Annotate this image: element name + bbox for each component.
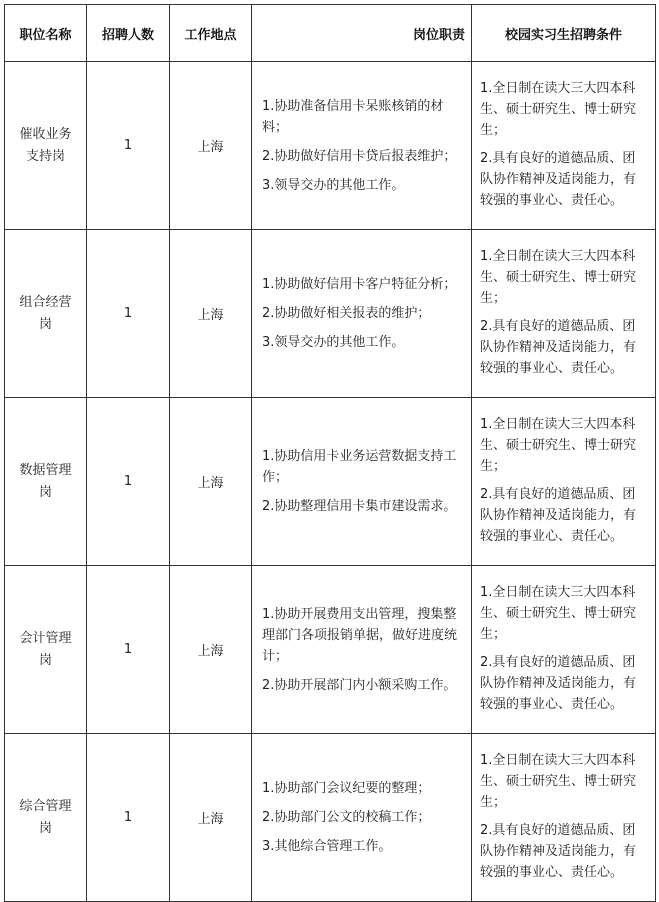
duty-item: 1.协助部门会议纪要的整理；: [262, 781, 431, 796]
headcount-cell: 1: [87, 734, 170, 902]
table-row: [5, 230, 656, 398]
duty-item: 1.协助信用卡业务运营数据支持工作；: [262, 449, 457, 485]
duties-cell: [252, 230, 472, 398]
table-row: [5, 398, 656, 566]
requirement-item: 2.具有良好的道德品质、团队协作精神及适岗能力，有较强的事业心、责任心。: [480, 823, 637, 880]
duties-cell: [252, 734, 472, 902]
table-row: [5, 566, 656, 734]
requirement-item: 1.全日制在读大三大四本科生、硕士研究生、博士研究生；: [480, 249, 637, 306]
position-name: 综合管理岗: [19, 798, 72, 836]
duties-cell: [252, 566, 472, 734]
headcount-cell: 1: [87, 62, 170, 230]
duty-item: 1.协助准备信用卡呆账核销的材料；: [262, 98, 444, 135]
headcount-cell: 1: [87, 566, 170, 734]
requirements-cell: [472, 62, 656, 230]
duty-item: 1.协助做好信用卡客户特征分析；: [262, 277, 457, 292]
requirement-item: 2.具有良好的道德品质、团队协作精神及适岗能力，有较强的事业心、责任心。: [480, 151, 637, 208]
table-body: [5, 62, 656, 902]
duties-cell: [252, 62, 472, 230]
location-cell: 上海: [170, 230, 252, 398]
requirements-cell: [472, 230, 656, 398]
duties-cell: [252, 398, 472, 566]
duty-item: 3.领导交办的其他工作。: [262, 335, 405, 350]
duty-item: 2.协助整理信用卡集市建设需求。: [262, 499, 457, 514]
recruitment-table: [4, 4, 656, 902]
headcount-cell: 1: [87, 398, 170, 566]
requirements-cell: [472, 398, 656, 566]
position-name-cell: [5, 734, 87, 902]
header-duties: 岗位职责: [252, 5, 472, 62]
requirement-item: 2.具有良好的道德品质、团队协作精神及适岗能力，有较强的事业心、责任心。: [480, 319, 637, 376]
headcount-cell: 1: [87, 230, 170, 398]
header-headcount: 招聘人数: [87, 5, 170, 62]
position-name: 催收业务支持岗: [19, 126, 72, 164]
duty-item: 2.协助部门公文的校稿工作；: [262, 810, 431, 825]
duty-item: 2.协助开展部门内小额采购工作。: [262, 677, 457, 693]
requirement-item: 2.具有良好的道德品质、团队协作精神及适岗能力，有较强的事业心、责任心。: [480, 487, 637, 544]
table-row: [5, 734, 656, 902]
position-name-cell: [5, 566, 87, 734]
requirement-item: 1.全日制在读大三大四本科生、硕士研究生、博士研究生；: [480, 417, 637, 474]
location-cell: 上海: [170, 566, 252, 734]
duty-item: 3.其他综合管理工作。: [262, 839, 392, 854]
header-requirements: 校园实习生招聘条件: [472, 5, 656, 62]
position-name-cell: [5, 230, 87, 398]
requirements-cell: [472, 734, 656, 902]
location-cell: 上海: [170, 62, 252, 230]
requirement-item: 1.全日制在读大三大四本科生、硕士研究生、博士研究生；: [480, 585, 637, 642]
requirement-item: 2.具有良好的道德品质、团队协作精神及适岗能力，有较强的事业心、责任心。: [480, 655, 637, 712]
duty-item: 2.协助做好相关报表的维护；: [262, 306, 431, 321]
duty-item: 3.领导交办的其他工作。: [262, 177, 405, 193]
position-name-cell: [5, 62, 87, 230]
location-cell: 上海: [170, 734, 252, 902]
location-cell: 上海: [170, 398, 252, 566]
requirements-cell: [472, 566, 656, 734]
requirement-item: 1.全日制在读大三大四本科生、硕士研究生、博士研究生；: [480, 81, 637, 138]
position-name: 组合经营岗: [19, 294, 72, 332]
header-row: [5, 5, 656, 62]
duty-item: 2.协助做好信用卡贷后报表维护；: [262, 148, 457, 164]
position-name: 数据管理岗: [19, 462, 72, 500]
table-row: [5, 62, 656, 230]
requirement-item: 1.全日制在读大三大四本科生、硕士研究生、博士研究生；: [480, 753, 637, 810]
header-location: 工作地点: [170, 5, 252, 62]
header-position-name: 职位名称: [5, 5, 87, 62]
position-name-cell: [5, 398, 87, 566]
duty-item: 1.协助开展费用支出管理，搜集整理部门各项报销单据，做好进度统计；: [262, 606, 458, 664]
position-name: 会计管理岗: [19, 630, 72, 668]
